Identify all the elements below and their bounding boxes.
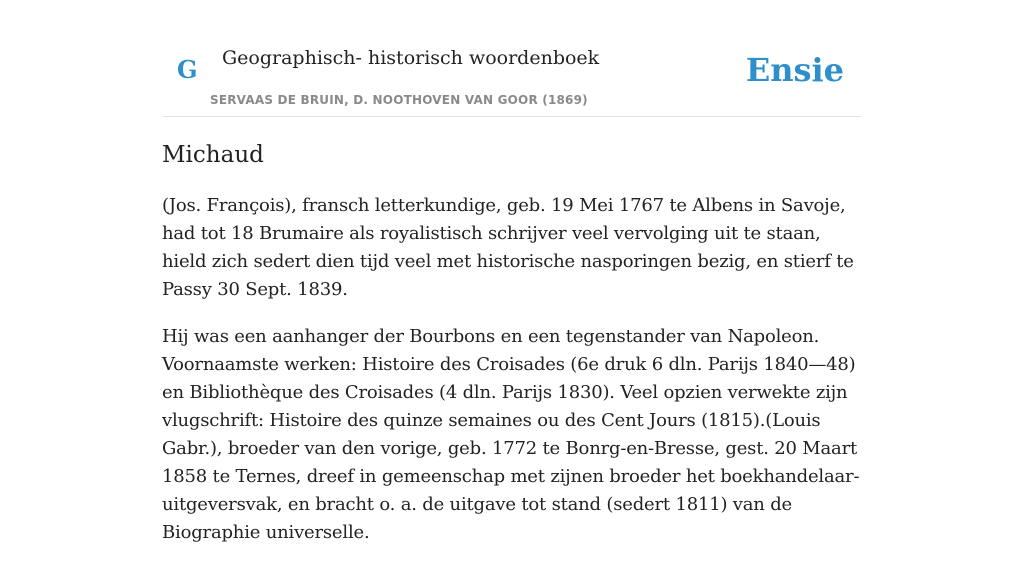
entry-title: Michaud [162,142,264,168]
book-logo[interactable]: G [177,55,198,84]
header [162,0,862,117]
entry-paragraph-2: Hij was een aanhanger der Bourbons en een tegenstander van Napoleon. Voornaamste werken: Histoire des Croisades (6e druk 6 dln. Parijs 1840—48) en Bibliothèque des Croisades (4 dln. Parijs 1830). Veel opzien verwekte zijn vlugschrift: Histoire des quinze semaines ou des Cent Jours (1815).(Louis Gabr.), broeder van den vorige, geb. 1772 te Bonrg-en-Bresse, gest. 20 Maart 1858 te Ternes, dreef in gemeenschap met zijnen broeder het boekhandelaar-uitgeversvak, en bracht o. a. de uitgave tot stand (sedert 1811) van de Biographie universelle. [162,326,860,543]
entry-paragraph-1: (Jos. François), fransch letterkundige, geb. 19 Mei 1767 te Albens in Savoje, had tot 18 Brumaire als royalistisch schrijver veel vervolging uit te staan, hield zich sedert dien tijd veel met historische nasporingen bezig, en stierf te Passy 30 Sept. 1839. [162,195,854,300]
book-author: SERVAAS DE BRUIN, D. NOOTHOVEN VAN GOOR (1869) [210,93,588,107]
book-title-link[interactable]: Geographisch- historisch woordenboek [222,47,600,69]
entry-body [162,192,866,566]
ensie-logo-link[interactable]: Ensie [745,51,844,89]
